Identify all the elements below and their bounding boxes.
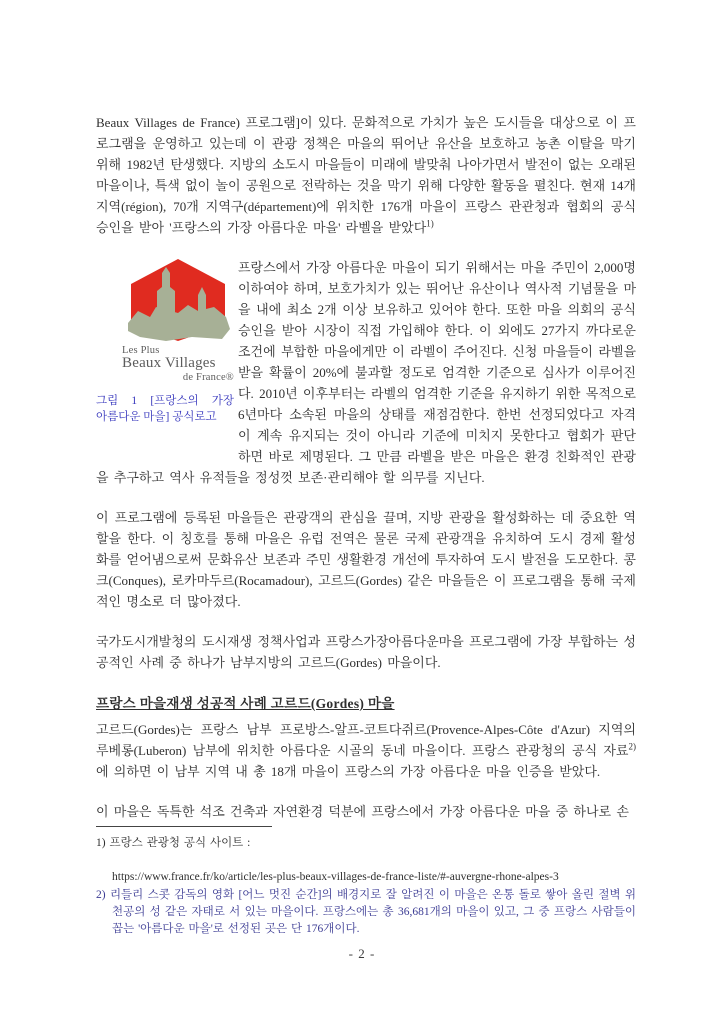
footnote-1 (96, 835, 636, 852)
page-number: - 2 - (348, 946, 376, 961)
gordes-location-text-before: 고르드(Gordes)는 프랑스 남부 프로방스-알프-코트다쥐르(Provence-Alpes-Côte d'Azur) 지역의 루베롱(Luberon) 남부에 위치한 아름다운 시골의 동네 마을이다. 프랑스 관광청의 공식 자료 (96, 722, 636, 758)
paragraph-label-criteria: 프랑스에서 가장 아름다운 마을이 되기 위해서는 마을 주민이 2,000명 이하여야 하며, 보호가치가 있는 뛰어난 유산이나 역사적 기념물을 마을 내에 최소 2개 이상 보유하고 있어야 한다. 또한 마을 의회의 공식 승인을 받아 시장이 직접 가입해야 한다. 이 외에도 27가지 까다로운 조건에 부합한 마을에게만 이 라벨이 주어진다. 신청 마을들이 라벨을 받을 확률이 20%에 불과할 정도로 엄격한 기준으로 심사가 이루어진다. 2010년 이후부터는 라벨의 엄격한 기준을 유지하기 위한 목적으로 6년마다 소속된 마을의 상태를 재점검한다. 한번 선정되었다고 자격이 계속 유지되는 것이 아니라 기준에 미치지 못한다고 협회가 판단하면 바로 제명된다. 그 만큼 라벨을 받은 마을은 환경 친화적인 관광을 추구하고 역사 유적들을 정성껏 보존·관리해야 할 의무를 지닌다. (96, 260, 636, 485)
paragraph-stone-architecture: 이 마을은 독특한 석조 건축과 자연환경 덕분에 프랑스에서 가장 아름다운 마을 중 하나로 손 (96, 804, 629, 819)
beaux-villages-logo-icon (122, 257, 234, 343)
figure-logo-block (96, 257, 234, 453)
footnote-1-text: 프랑스 관광청 공식 사이트 : (109, 837, 251, 849)
logo-line-de-france: de France® (182, 371, 234, 383)
document-content (96, 112, 636, 822)
figure-logo (122, 257, 234, 383)
footnote-ref-1: 1) (426, 218, 434, 229)
footnote-2 (96, 887, 636, 938)
logo-wordmark (122, 345, 234, 383)
footnote-2-text: 리들리 스콧 감독의 영화 [어느 멋진 순간]의 배경지로 잘 알려진 이 마을은 온통 돌로 쌓아 올린 절벽 위 천공의 성 같은 자태로 서 있는 마을이다. 프랑스에는 총 36,681개의 마을이 있고, 그 중 프랑스 사람들이 꼽는 '아름다운 마을'로 선정된 곳은 단 176개이다. (109, 889, 637, 935)
footnote-area (96, 826, 636, 938)
paragraph-intro-text: Beaux Villages de France) 프로그램]이 있다. 문화적으로 가치가 높은 도시들을 대상으로 이 프로그램을 운영하고 있는데 이 관광 정책은 마을의 뛰어난 유산을 보호하고 농촌 이탈을 막기 위해 1982년 탄생했다. 지방의 소도시 마을들이 미래에 발맞춰 나아가면서 발전이 없는 오래된 마을이나, 특색 없이 놀이 공원으로 전락하는 것을 막기 위해 다양한 활동을 펼친다. 현재 14개 지역(région), 70개 지역구(département)에 위치한 176개 마을이 프랑스 관관청과 협회의 공식 승인을 받아 '프랑스의 가장 아름다운 마을' 라벨을 받았다 (96, 115, 636, 235)
footnote-1-label: 1) (96, 837, 106, 849)
footnote-2-label: 2) (96, 889, 106, 901)
figure-caption: 그림 1 [프랑스의 가장 아름다운 마을] 공식로고 (96, 394, 234, 423)
logo-line-les-plus: Les Plus (122, 345, 160, 356)
paragraph-intro (96, 112, 636, 238)
footnote-url-link[interactable]: https://www.france.fr/ko/article/les-plus-beaux-villages-de-france-liste/#-auvergne-rhone-alpes-3 (112, 871, 559, 883)
paragraph-with-figure (96, 257, 636, 488)
gordes-location-text-after: 에 의하면 이 남부 지역 내 총 18개 마을이 프랑스의 가장 아름다운 마을 인증을 받았다. (96, 764, 601, 779)
logo-line-beaux-villages: Beaux Villages (122, 355, 216, 372)
footnote-ref-2: 2) (628, 741, 636, 752)
footnote-separator (96, 826, 272, 827)
paragraph-gordes-intro: 국가도시개발청의 도시재생 정책사업과 프랑스가장아름다운마을 프로그램에 가장 부합하는 성공적인 사례 중 하나가 남부지방의 고르드(Gordes) 마을이다. (96, 634, 636, 670)
section-heading-gordes: 프랑스 마을재생 성공적 사례 고르드(Gordes) 마을 (96, 696, 395, 711)
paragraph-gordes-location (96, 719, 636, 782)
paragraph-program-effect: 이 프로그램에 등록된 마을들은 관광객의 관심을 끌며, 지방 관광을 활성화하는 데 중요한 역할을 한다. 이 칭호를 통해 마을은 유럽 전역은 물론 국제 관광객을 유치하여 도시 경제 활성화를 얻어냄으로써 문화유산 보존과 주민 생활환경 개선에 투자하여 도시 발전을 도모한다. 콩크(Conques), 로카마두르(Rocamadour), 고르드(Gordes) 같은 마을들은 이 프로그램을 통해 국제적인 명소로 더 많아졌다. (96, 510, 636, 609)
